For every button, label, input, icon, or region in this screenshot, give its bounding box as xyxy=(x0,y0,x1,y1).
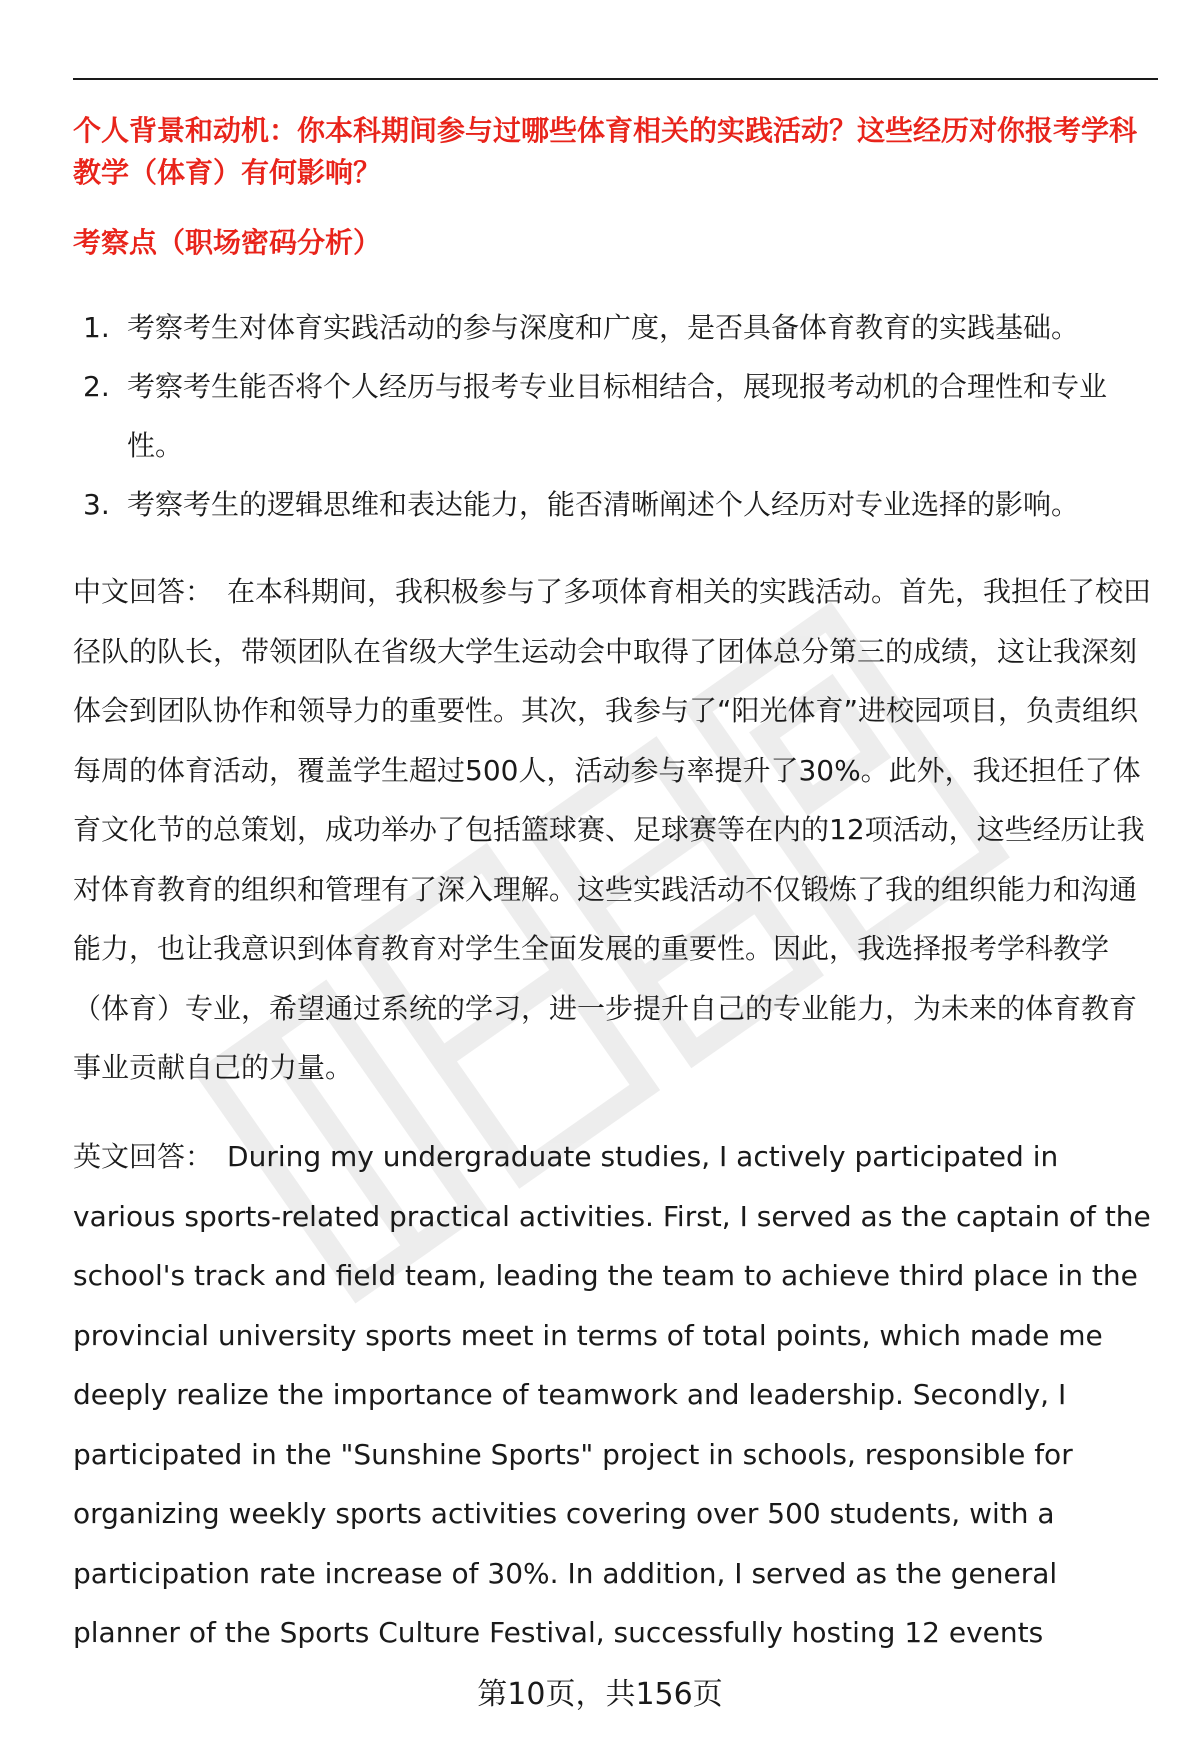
english-answer-text: During my undergraduate studies, I actively participated in various sports-related practical activities. First, I served as the captain of the school's track and field team, leading the team to achieve third place in the provincial university sports meet in terms of total points, which made me deeply realize the importance of teamwork and leadership. Secondly, I participated in the "Sunshine Sports" project in schools, responsible for organizing weekly sports activities covering over 500 students, with a participation rate increase of 30%. In addition, I served as the general planner of the Sports Culture Festival, successfully hosting 12 events xyxy=(73,1140,1151,1649)
english-answer-paragraph xyxy=(73,1127,1158,1663)
chinese-answer-text: 在本科期间，我积极参与了多项体育相关的实践活动。首先，我担任了校田径队的队长，带领团队在省级大学生运动会中取得了团体总分第三的成绩，这让我深刻体会到团队协作和领导力的重要性。其次，我参与了“阳光体育”进校园项目，负责组织每周的体育活动，覆盖学生超过500人，活动参与率提升了30%。此外，我还担任了体育文化节的总策划，成功举办了包括篮球赛、足球赛等在内的12项活动，这些经历让我对体育教育的组织和管理有了深入理解。这些实践活动不仅锻炼了我的组织能力和沟通能力，也让我意识到体育教育对学生全面发展的重要性。因此，我选择报考学科教学（体育）专业，希望通过系统的学习，进一步提升自己的专业能力，为未来的体育教育事业贡献自己的力量。 xyxy=(73,575,1152,1084)
list-item-number: 2. xyxy=(83,370,110,403)
list-item-number: 1. xyxy=(83,311,110,344)
section-title: 考察点（职场密码分析） xyxy=(73,226,382,259)
evaluation-points-list xyxy=(73,298,1158,534)
chinese-answer-paragraph xyxy=(73,562,1158,1098)
list-item-text: 考察考生对体育实践活动的参与深度和广度，是否具备体育教育的实践基础。 xyxy=(127,311,1080,344)
list-item-text: 考察考生能否将个人经历与报考专业目标相结合，展现报考动机的合理性和专业性。 xyxy=(127,370,1108,462)
page-number-footer: 第10页，共156页 xyxy=(477,1677,723,1712)
question-heading: 个人背景和动机：你本科期间参与过哪些体育相关的实践活动？这些经历对你报考学科教学（体育）有何影响？ xyxy=(73,114,1138,189)
english-answer-label: 英文回答： xyxy=(73,1140,214,1173)
list-item xyxy=(73,298,1158,357)
list-item-text: 考察考生的逻辑思维和表达能力，能否清晰阐述个人经历对专业选择的影响。 xyxy=(127,488,1080,521)
list-item-number: 3. xyxy=(83,488,110,521)
header-rule xyxy=(73,78,1158,80)
list-item xyxy=(73,357,1158,475)
list-item xyxy=(73,475,1158,534)
document-page xyxy=(73,0,1158,1755)
chinese-answer-label: 中文回答： xyxy=(73,575,214,608)
